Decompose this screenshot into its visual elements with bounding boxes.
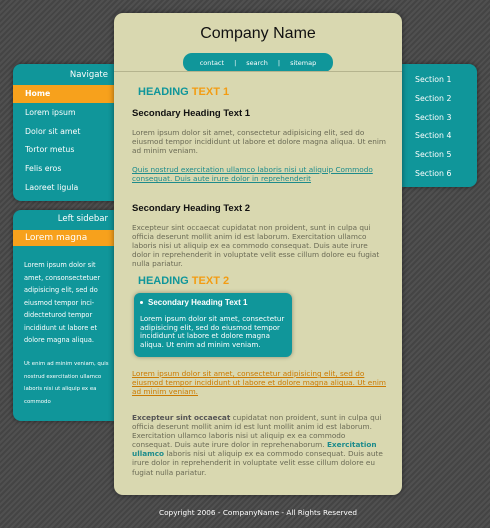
- orange-link-paragraph[interactable]: Lorem ipsum dolor sit amet, consectetur adipisicing elit, sed do eiusmod tempor incididunt ut labore et dolore magna aliqua. Ut enim ad minim veniam.: [132, 369, 386, 397]
- main-content-panel: [114, 13, 402, 495]
- highlight-box-title: [140, 298, 247, 307]
- nav-separator: |: [277, 58, 281, 67]
- section-1-paragraph: Lorem ipsum dolor sit amet, consectetur adipisicing elit, sed do eiusmod tempor incididunt ut labore et dolore magna aliqua. Ut enim ad minim veniam.: [132, 128, 386, 156]
- right-navigation: [402, 64, 477, 187]
- last-paragraph-text-1: cupidatat non proident, sunt in culpa qui officia deserunt mollit anim id est lunt mollit anim id est laborum. Exercitation ullamco laboris nisi ut aliquip ex ea commodo consequat. Duis aute irure dolor in reprehenaborum.: [132, 413, 382, 450]
- bullet-icon: [140, 301, 143, 304]
- last-paragraph-bold: Excepteur sint occaecat: [132, 413, 231, 422]
- top-navigation: [183, 53, 333, 72]
- header-divider: [114, 71, 402, 72]
- left-navigation: [13, 64, 114, 201]
- nav-item-home[interactable]: Home: [13, 85, 114, 103]
- left-sidebar-text: Lorem ipsum dolor sit amet, consonsectetuer adipisicing elit, sed do eiusmod tempor inci-didecteturod tempor incididunt ut labore et dolore magna aliqua.: [24, 261, 101, 344]
- section-link-2[interactable]: Section 2: [415, 94, 452, 103]
- left-sidebar-heading: Lorem magna: [13, 230, 114, 246]
- left-sidebar-small-text: Ut enim ad minim veniam, quis nostrud exercitation ullamco laboris nisi ut aliquip ex ea commodo: [24, 361, 109, 405]
- section-link-4[interactable]: Section 4: [415, 131, 452, 140]
- highlight-box-title-text: Secondary Heading Text 1: [148, 298, 248, 307]
- highlight-box: [134, 293, 292, 357]
- footer-copyright: Copyright 2006 - CompanyName - All Rights Reserved: [159, 508, 357, 517]
- nav-item-lorem-ipsum[interactable]: Lorem ipsum: [25, 108, 76, 117]
- section-link-1[interactable]: Section 1: [415, 75, 452, 84]
- left-sidebar-title: Left sidebar: [57, 214, 108, 224]
- section-1-link[interactable]: Quis nostrud exercitation ullamco laboris nisi ut aliquip Commodo consequat. Duis aute irure dolor in reprehenderit: [132, 165, 373, 184]
- heading-2-highlight: TEXT 2: [191, 275, 230, 287]
- left-nav-title: Navigate: [69, 70, 108, 80]
- highlight-box-text: Lorem ipsum dolor sit amet, consectetur adipisicing elit, sed do eiusmod tempor incididunt ut labore et dolore magna aliqua. Ut enim ad minim veniam.: [140, 314, 285, 349]
- section-link-5[interactable]: Section 5: [415, 150, 452, 159]
- heading-1-word: HEADING: [138, 86, 189, 98]
- company-name: Company Name: [200, 25, 316, 42]
- heading-1-highlight: TEXT 1: [191, 86, 230, 98]
- nav-separator: |: [234, 58, 237, 67]
- section-link-6[interactable]: Section 6: [415, 169, 452, 178]
- nav-search-link[interactable]: search: [246, 58, 268, 67]
- nav-contact-link[interactable]: contact: [199, 58, 225, 67]
- nav-item-tortor-metus[interactable]: Tortor metus: [25, 145, 75, 154]
- last-paragraph-text-2: laboris nisi ut aliquip ex ea commodo consequat. Duis aute irure dolor in reprehenderit in voluptate velit esse cillum dolore eu fugiat nulla pariatur.: [132, 449, 383, 477]
- last-paragraph: [132, 413, 386, 477]
- nav-item-laoreet-ligula[interactable]: Laoreet ligula: [25, 183, 79, 192]
- nav-item-felis-eros[interactable]: Felis eros: [25, 164, 62, 173]
- section-link-3[interactable]: Section 3: [415, 113, 452, 122]
- section-2-paragraph: Excepteur sint occaecat cupidatat non proident, sunt in culpa qui officia deserunt mollit anim id est laborum. Exercitation ullamco laboris nisi ut aliquip ex ea commodo consequat. Duis aute irure dolor in reprehenderit in voluptate velit esse cillum dolore eu fugiat nulla pariatur.: [132, 223, 380, 269]
- secondary-heading-1: Secondary Heading Text 1: [132, 108, 251, 119]
- last-paragraph-teal: Exercitation ullamco: [132, 440, 377, 459]
- secondary-heading-2: Secondary Heading Text 2: [132, 203, 251, 214]
- nav-sitemap-link[interactable]: sitemap: [290, 58, 317, 67]
- left-sidebar: [13, 210, 114, 421]
- nav-item-dolor-sit-amet[interactable]: Dolor sit amet: [25, 127, 81, 136]
- heading-text-2: [138, 275, 229, 287]
- heading-2-word: HEADING: [138, 275, 189, 287]
- heading-text-1: [138, 86, 229, 98]
